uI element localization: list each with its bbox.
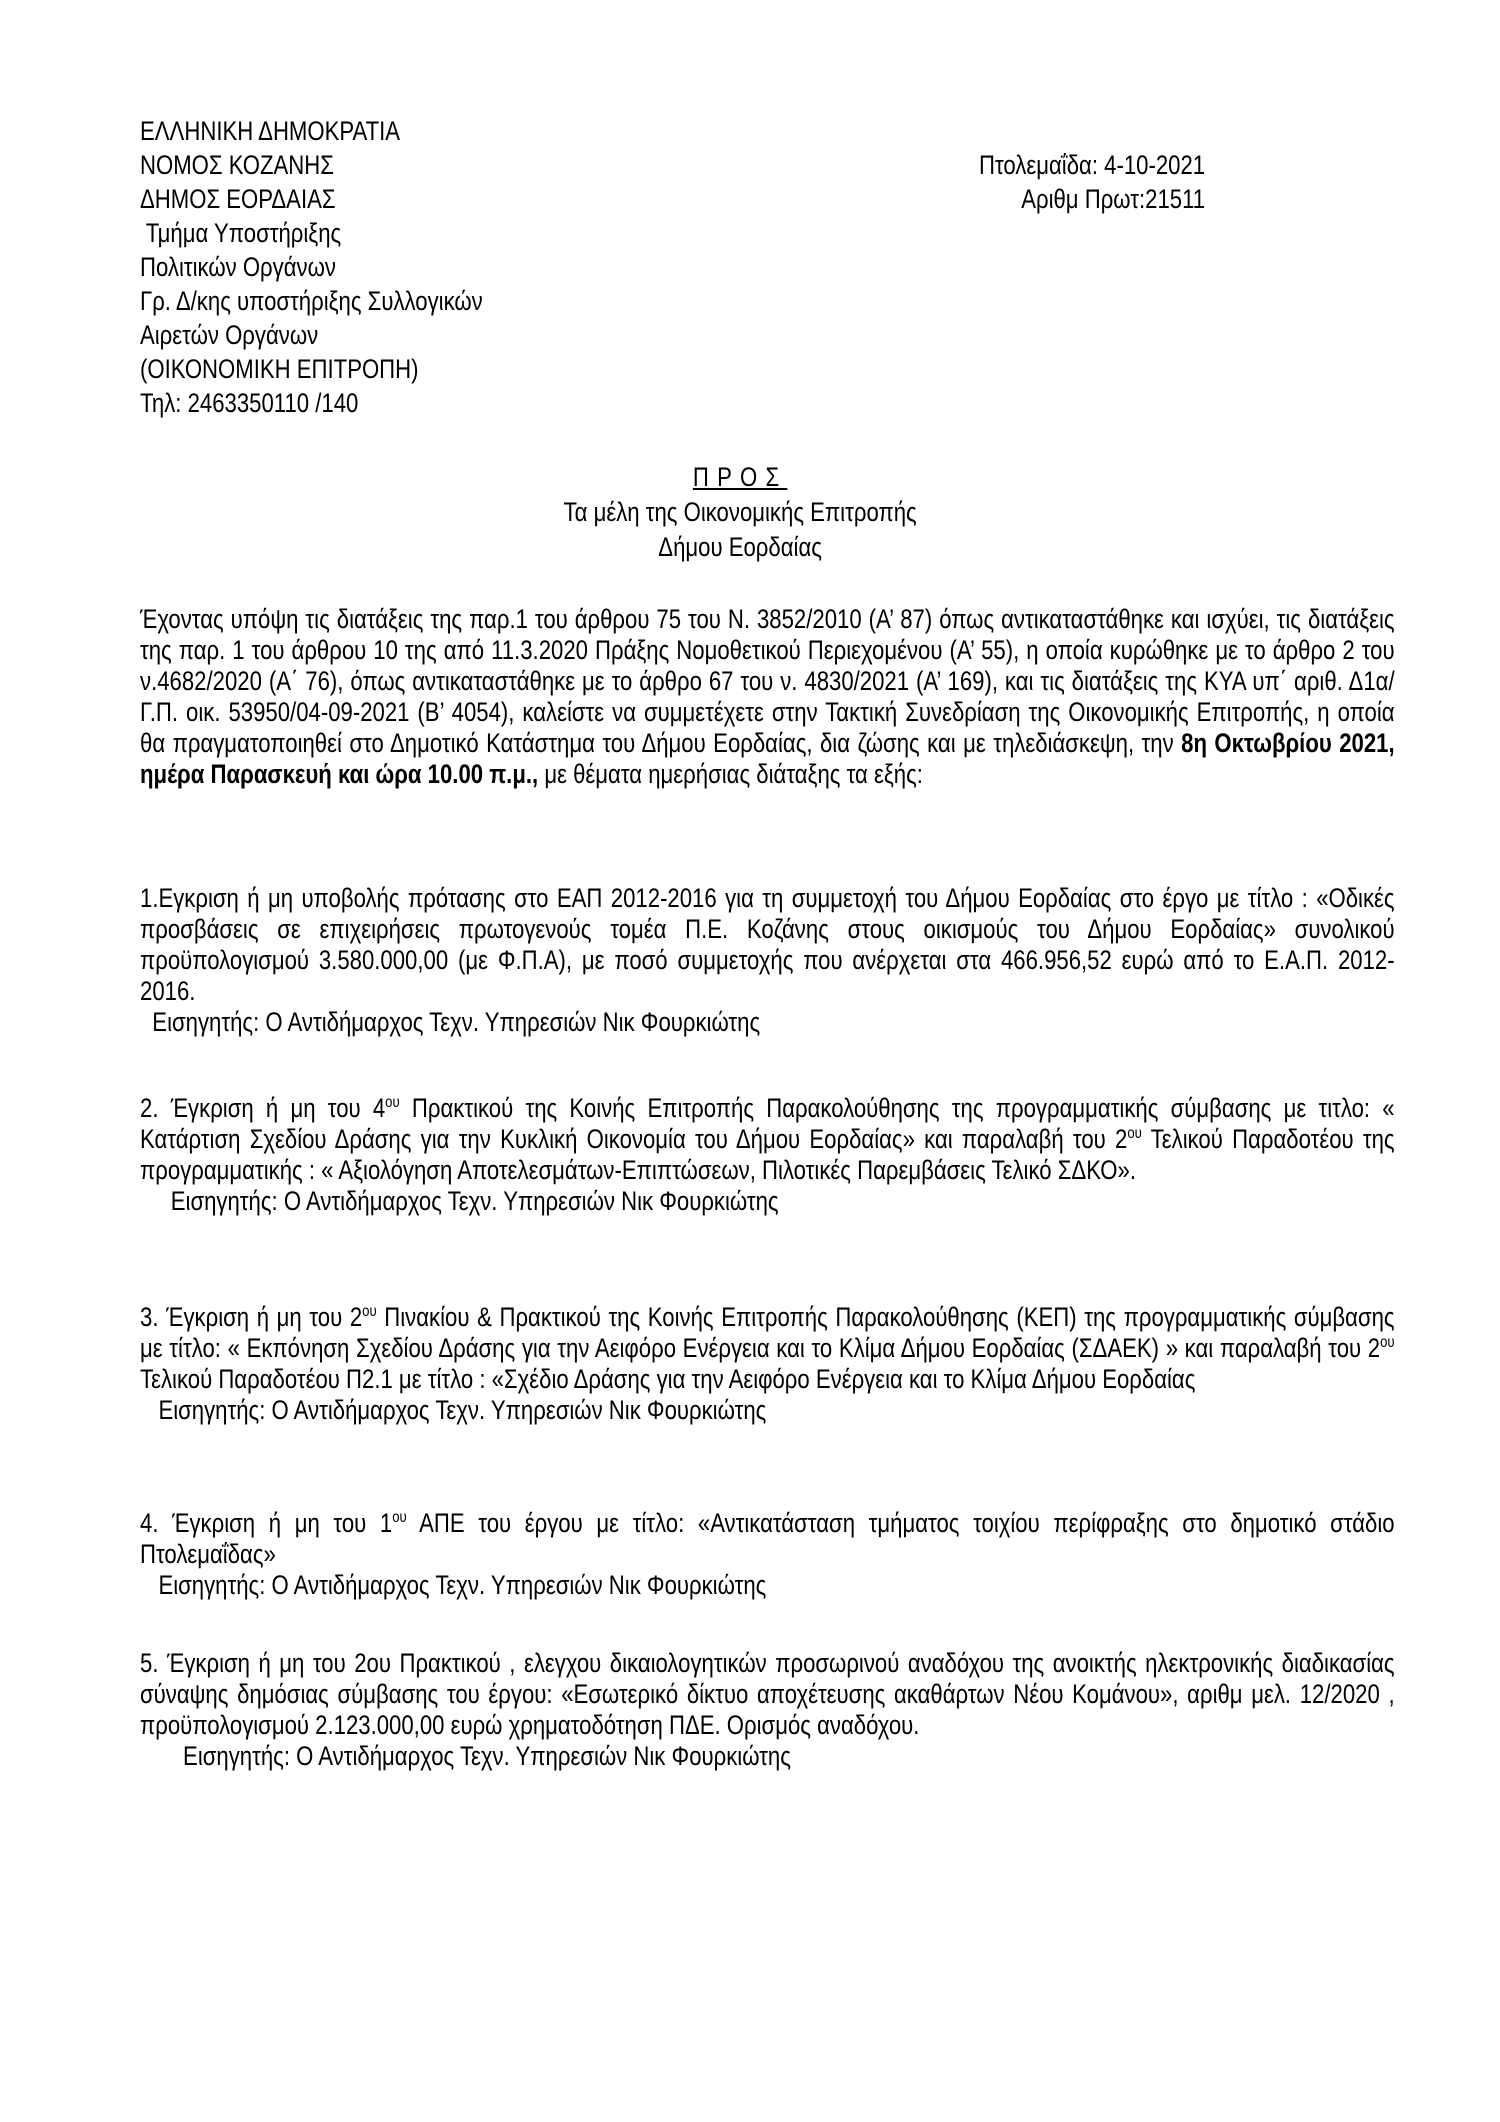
- sender-line: Πολιτικών Οργάνων: [140, 252, 336, 282]
- agenda-item-text: Πρακτικού της Κοινής Επιτροπής Παρακολούθησης της προγραμματικής σύμβασης με τιτλο: « Κατάρτιση Σχεδίου Δράσης για την Κυκλική Οικονομία του Δήμου Εορδαίας» και παραλαβή του 2: [140, 1093, 1395, 1154]
- sender-line: ΝΟΜΟΣ ΚΟΖΑΝΗΣ: [140, 150, 334, 180]
- sender-line: Αιρετών Οργάνων: [140, 320, 319, 350]
- rapporteur: Εισηγητής: Ο Αντιδήμαρχος Τεχν. Υπηρεσιών Νικ Φουρκιώτης: [140, 1741, 791, 1771]
- document-date: Πτολεμαΐδα: 4-10-2021: [978, 150, 1206, 180]
- rapporteur: Εισηγητής: Ο Αντιδήμαρχος Τεχν. Υπηρεσιών Νικ Φουρκιώτης: [140, 1007, 761, 1037]
- ordinal-suffix: ου: [1380, 1334, 1395, 1351]
- sender-line: Γρ. Δ/κης υποστήριξης Συλλογικών: [140, 286, 483, 316]
- recipient-block: [440, 460, 1040, 565]
- intro-tail: με θέματα ημερήσιας διάταξης τα εξής:: [538, 759, 923, 789]
- agenda-item-text: 5. Έγκριση ή μη του 2ου Πρακτικού , ελεγχου δικαιολογητικών προσωρινού αναδόχου της ανοικτής ηλεκτρονικής διαδικασίας σύναψης δημόσιας σύμβασης του έργου: «Εσωτερικό δίκτυο αποχέτευσης ακαθάρτων Νέου Κομάνου», αριθμ μελ. 12/2020 , προϋπολογισμού 2.123.000,00 ευρώ χρηματοδότηση ΠΔΕ. Ορισμός αναδόχου.: [140, 1648, 1395, 1740]
- agenda-item-5: [140, 1648, 1395, 1772]
- ordinal-suffix: ου: [362, 1303, 377, 1320]
- agenda-item-text: Τελικού Παραδοτέου της προγραμματικής : « Αξιολόγηση Αποτελεσμάτων-Επιπτώσεων, Πιλοτικές Παρεμβάσεις Τελικό ΣΔΚΟ».: [140, 1124, 1395, 1185]
- agenda-item-text: Τελικού Παραδοτέου Π2.1 με τίτλο : «Σχέδιο Δράσης για την Αειφόρο Ενέργεια και το Κλίμα Δήμου Εορδαίας: [140, 1364, 1196, 1394]
- sender-line: (ΟΙΚΟΝΟΜΙΚΗ ΕΠΙΤΡΟΠΗ): [140, 354, 419, 384]
- recipient-line: Τα μέλη της Οικονομικής Επιτροπής: [563, 497, 917, 527]
- date-block: [955, 148, 1205, 216]
- recipient-line: Δήμου Εορδαίας: [658, 532, 822, 562]
- agenda-item-1: [140, 883, 1395, 1038]
- sender-line: Τμήμα Υποστήριξης: [140, 218, 342, 248]
- intro-text: Έχοντας υπόψη τις διατάξεις της παρ.1 του άρθρου 75 του Ν. 3852/2010 (Α’ 87) όπως αντικαταστάθηκε και ισχύει, τις διατάξεις της παρ. 1 του άρθρου 10 της από 11.3.2020 Πράξης Νομοθετικού Περιεχομένου (Α’ 55), η οποία κυρώθηκε με το άρθρο 2 του ν.4682/2020 (Α΄ 76), όπως αντικαταστάθηκε με το άρθρο 67 του ν. 4830/2021 (Α’ 169), και τις διατάξεις της ΚΥΑ υπ΄ αριθ. Δ1α/Γ.Π. οικ. 53950/04-09-2021 (Β’ 4054), καλείστε να συμμετέχετε στην Τακτική Συνεδρίαση της Οικονομικής Επιτροπής, η οποία θα πραγματοποιηθεί στο Δημοτικό Κατάστημα του Δήμου Εορδαίας, δια ζώσης και με τηλεδιάσκεψη, την: [140, 604, 1395, 758]
- meeting-datetime: 8η Οκτωβρίου 2021, ημέρα Παρασκευή και ώρα 10.00 π.μ.,: [140, 728, 1395, 789]
- recipient-title: ΠΡΟΣ: [692, 462, 788, 492]
- ordinal-suffix: ου: [392, 1509, 407, 1526]
- intro-paragraph: [140, 604, 1395, 790]
- rapporteur: Εισηγητής: Ο Αντιδήμαρχος Τεχν. Υπηρεσιών Νικ Φουρκιώτης: [140, 1186, 779, 1216]
- agenda-item-text: 3. Έγκριση ή μη του 2: [140, 1302, 363, 1332]
- ordinal-suffix: ου: [1127, 1125, 1142, 1142]
- sender-line: ΕΛΛΗΝΙΚΗ ΔΗΜΟΚΡΑΤΙΑ: [140, 116, 401, 146]
- sender-line: ΔΗΜΟΣ ΕΟΡΔΑΙΑΣ: [140, 184, 336, 214]
- protocol-number: Αριθμ Πρωτ:21511: [1021, 184, 1206, 214]
- rapporteur: Εισηγητής: Ο Αντιδήμαρχος Τεχν. Υπηρεσιών Νικ Φουρκιώτης: [140, 1395, 767, 1425]
- agenda-item-text: Πινακίου & Πρακτικού της Κοινής Επιτροπής Παρακολούθησης (ΚΕΠ) της προγραμματικής σύμβασης με τίτλο: « Εκπόνηση Σχεδίου Δράσης για την Αειφόρο Ενέργεια και το Κλίμα Δήμου Εορδαίας (ΣΔΑΕΚ) » και παραλαβή του 2: [140, 1302, 1395, 1363]
- agenda-item-text: ΑΠΕ του έργου με τίτλο: «Αντικατάσταση τμήματος τοιχίου περίφραξης στο δημοτικό στάδιο Πτολεμαΐδας»: [140, 1508, 1395, 1569]
- agenda-item-2: [140, 1093, 1395, 1217]
- phone-line: Τηλ: 2463350110 /140: [140, 388, 359, 418]
- agenda-item-text: 1.Εγκριση ή μη υποβολής πρότασης στο ΕΑΠ 2012-2016 για τη συμμετοχή του Δήμου Εορδαίας στο έργο με τίτλο : «Οδικές προσβάσεις σε επιχειρήσεις πρωτογενούς τομέα Π.Ε. Κοζάνης στους οικισμούς του Δήμου Εορδαίας» συνολικού προϋπολογισμού 3.580.000,00 (με Φ.Π.Α), με ποσό συμμετοχής που ανέρχεται στα 466.956,52 ευρώ από το Ε.Α.Π. 2012-2016.: [140, 883, 1395, 1006]
- ordinal-suffix: ου: [385, 1094, 400, 1111]
- agenda-item-3: [140, 1302, 1395, 1426]
- agenda-item-text: 4. Έγκριση ή μη του 1: [140, 1508, 393, 1538]
- rapporteur: Εισηγητής: Ο Αντιδήμαρχος Τεχν. Υπηρεσιών Νικ Φουρκιώτης: [140, 1570, 767, 1600]
- agenda-item-text: 2. Έγκριση ή μη του 4: [140, 1093, 386, 1123]
- sender-block: [140, 114, 714, 420]
- agenda-item-4: [140, 1508, 1395, 1601]
